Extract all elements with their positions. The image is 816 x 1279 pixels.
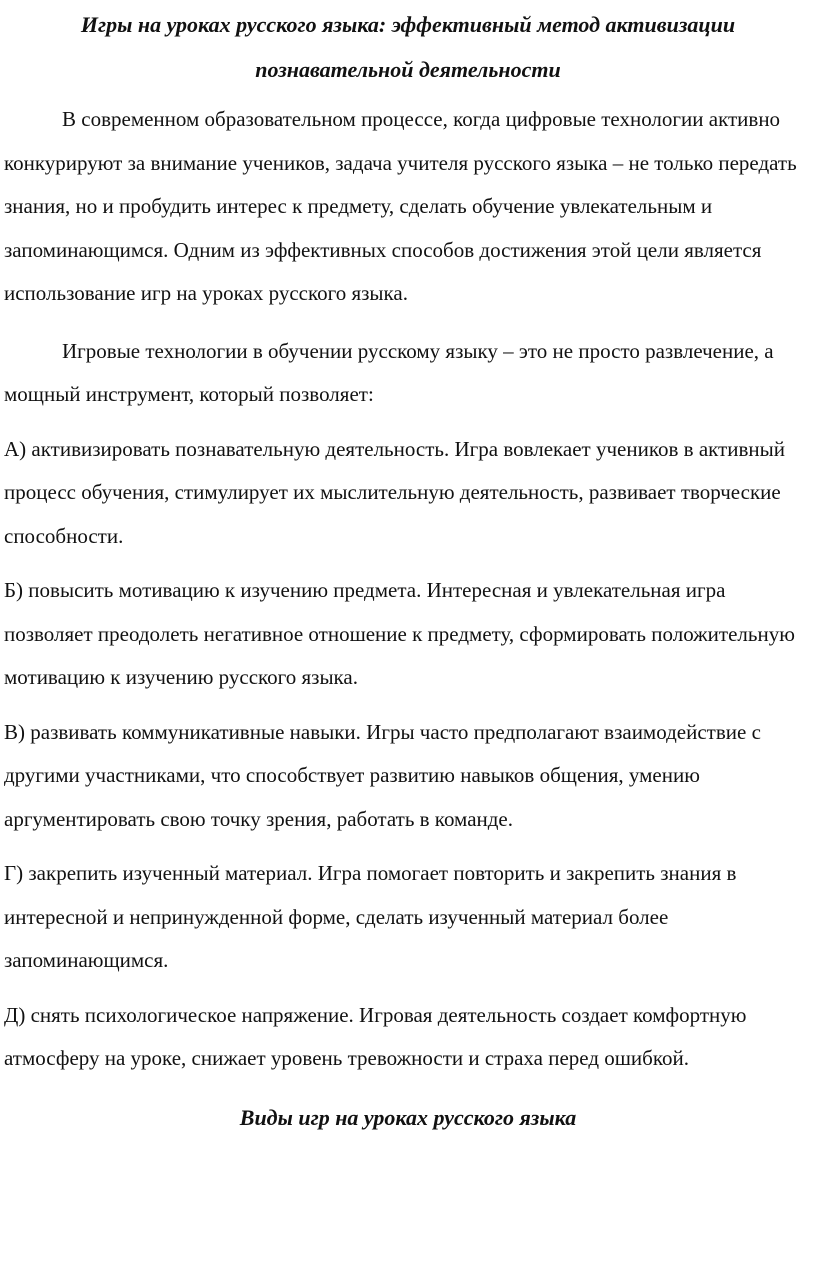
point-d: Д) снять психологическое напряжение. Игровая деятельность создает комфортную атмосферу на уроке, снижает уровень тревожности и страха перед ошибкой. — [4, 1002, 747, 1070]
document-title — [4, 2, 812, 92]
intro-paragraph: В современном образовательном процессе, когда цифровые технологии активно конкурируют за внимание учеников, задача учителя русского языка – не только передать знания, но и пробудить интерес к предмету, сделать обучение увлекательным и запоминающимся. Одним из эффективных способов достижения этой цели является использование игр на уроках русского языка. — [4, 107, 797, 305]
point-b: Б) повысить мотивацию к изучению предмета. Интересная и увлекательная игра позволяет преодолеть негативное отношение к предмету, сформировать положительную мотивацию к изучению русского языка. — [4, 578, 795, 689]
section-subtitle: Виды игр на уроках русского языка — [239, 1104, 577, 1130]
point-v: В) развивать коммуникативные навыки. Игры часто предполагают взаимодействие с другими участниками, что способствует развитию навыков общения, умению аргументировать свою точку зрения, работать в команде. — [4, 719, 761, 831]
lead-paragraph: Игровые технологии в обучении русскому языку – это не просто развлечение, а мощный инструмент, который позволяет: — [4, 338, 774, 406]
title-line-1: Игры на уроках русского языка: эффективный метод активизации — [80, 12, 736, 37]
point-g: Г) закрепить изученный материал. Игра помогает повторить и закрепить знания в интересной и непринужденной форме, сделать изученный материал более запоминающимся. — [4, 861, 737, 972]
point-a: А) активизировать познавательную деятельность. Игра вовлекает учеников в активный процесс обучения, стимулирует их мыслительную деятельность, развивает творческие способности. — [4, 436, 785, 548]
title-line-2: познавательной деятельности — [255, 57, 561, 82]
